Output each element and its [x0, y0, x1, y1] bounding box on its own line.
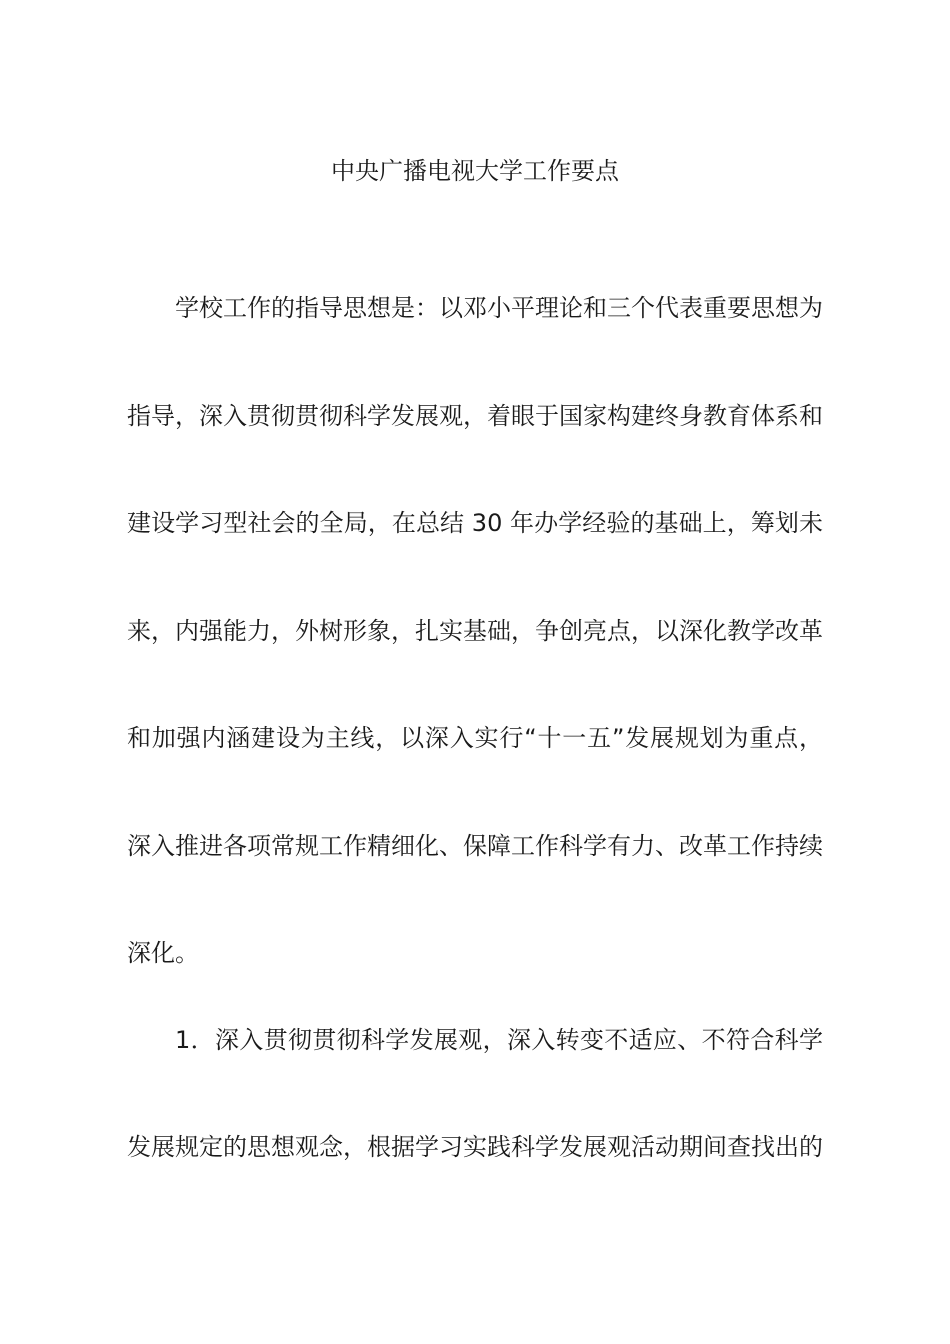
- paragraph-1-line-3: 建设学习型社会的全局，在总结 30 年办学经验的基础上，筹划未: [127, 509, 823, 537]
- document-title: 中央广播电视大学工作要点: [331, 157, 619, 185]
- paragraph-2-line-1: 1．深入贯彻贯彻科学发展观，深入转变不适应、不符合科学: [175, 1026, 823, 1054]
- paragraph-1-line-7: 深化。: [127, 939, 199, 967]
- paragraph-1-line-4: 来，内强能力，外树形象，扎实基础，争创亮点，以深化教学改革: [127, 617, 823, 645]
- paragraph-2-line-2: 发展规定的思想观念，根据学习实践科学发展观活动期间查找出的: [127, 1133, 823, 1161]
- paragraph-1-line-1: 学校工作的指导思想是：以邓小平理论和三个代表重要思想为: [175, 294, 823, 322]
- paragraph-1-line-6: 深入推进各项常规工作精细化、保障工作科学有力、改革工作持续: [127, 832, 823, 860]
- paragraph-1-line-5: 和加强内涵建设为主线，以深入实行“十一五”发展规划为重点，: [127, 724, 823, 752]
- paragraph-1-line-2: 指导，深入贯彻贯彻科学发展观，着眼于国家构建终身教育体系和: [127, 402, 823, 430]
